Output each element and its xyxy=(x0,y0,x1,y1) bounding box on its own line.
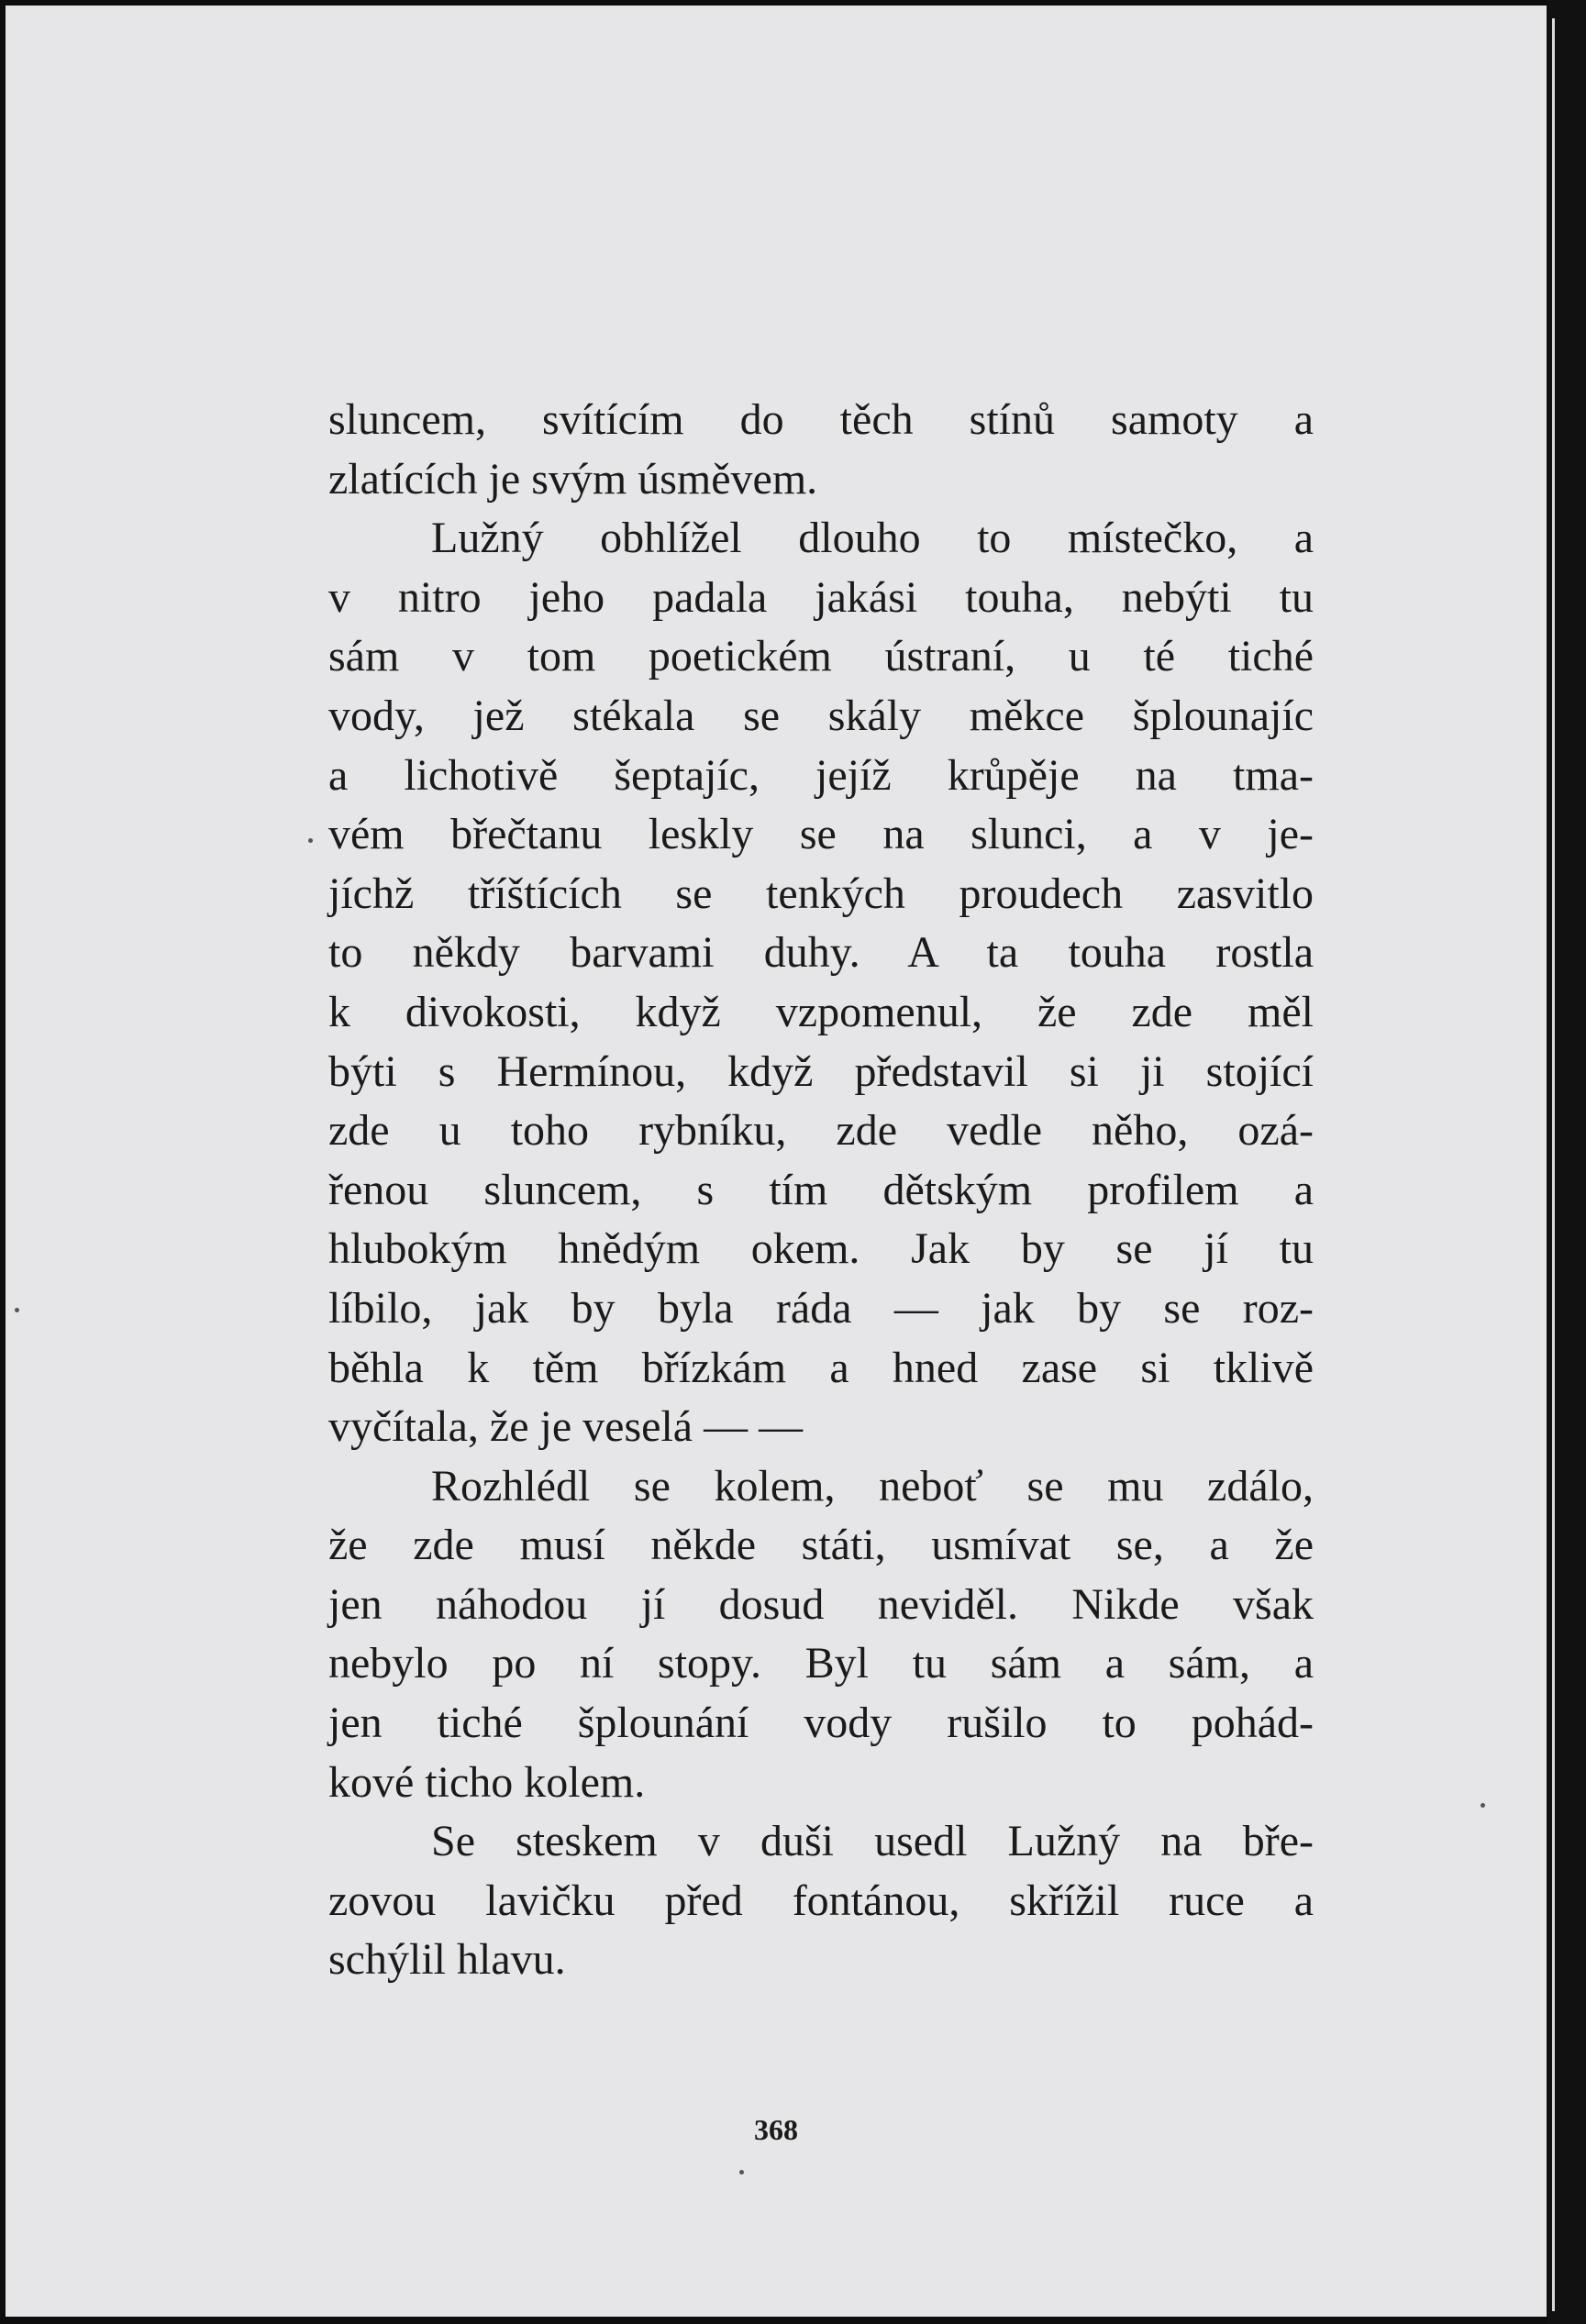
scan-speck xyxy=(308,838,313,843)
book-page xyxy=(6,6,1547,2317)
text-line: Rozhlédl se kolem, neboť se mu zdálo, xyxy=(431,1461,1314,1511)
text-line: v nitro jeho padala jakási touha, nebýti tu xyxy=(328,572,1314,622)
text-line: kové ticho kolem. xyxy=(328,1757,646,1807)
text-line: hlubokým hnědým okem. Jak by se jí tu xyxy=(328,1224,1314,1274)
text-line: k divokosti, když vzpomenul, že zde měl xyxy=(328,987,1314,1036)
text-line: běhla k těm břízkám a hned zase si tklivě xyxy=(328,1343,1314,1392)
text-line: jen tiché šplounání vody rušilo to pohád- xyxy=(328,1699,1314,1748)
text-line: schýlil hlavu. xyxy=(328,1935,566,1985)
scan-speck xyxy=(15,1308,19,1312)
next-page-edge xyxy=(1552,18,1555,2311)
text-line: líbilo, jak by byla ráda — jak by se roz- xyxy=(328,1283,1314,1333)
page-number: 368 xyxy=(754,2113,798,2146)
scan-speck xyxy=(739,2170,744,2175)
text-line: býti s Hermínou, když představil si ji stojící xyxy=(328,1046,1314,1096)
text-line: to někdy barvami duhy. A ta touha rostla xyxy=(328,928,1314,978)
text-line: Se steskem v duši usedl Lužný na bře- xyxy=(431,1817,1314,1866)
text-line: řenou sluncem, s tím dětským profilem a xyxy=(328,1165,1314,1214)
text-line: vody, jež stékala se skály měkce šplounajíc xyxy=(328,691,1314,740)
scan-speck xyxy=(1481,1803,1485,1808)
text-line: vyčítala, že je veselá — — xyxy=(328,1402,804,1452)
text-line: Lužný obhlížel dlouho to místečko, a xyxy=(431,514,1314,563)
text-line: a lichotivě šeptajíc, jejíž krůpěje na tma- xyxy=(328,750,1314,800)
text-line: jíchž tříštících se tenkých proudech zasvitlo xyxy=(328,869,1314,918)
text-line: zde u toho rybníku, zde vedle něho, ozá- xyxy=(328,1106,1314,1156)
body-text xyxy=(328,391,1314,1990)
text-line: jen náhodou jí dosud neviděl. Nikde však xyxy=(328,1579,1314,1629)
text-line: sám v tom poetickém ústraní, u té tiché xyxy=(328,632,1314,681)
text-line: nebylo po ní stopy. Byl tu sám a sám, a xyxy=(328,1639,1314,1688)
text-line: sluncem, svítícím do těch stínů samoty a xyxy=(328,395,1314,444)
text-line: že zde musí někde státi, usmívat se, a že xyxy=(328,1521,1314,1570)
text-line: zovou lavičku před fontánou, skřížil ruce a xyxy=(328,1876,1314,1925)
text-line: vém břečtanu leskly se na slunci, a v je- xyxy=(328,810,1314,859)
text-line: zlatících je svým úsměvem. xyxy=(328,454,818,504)
